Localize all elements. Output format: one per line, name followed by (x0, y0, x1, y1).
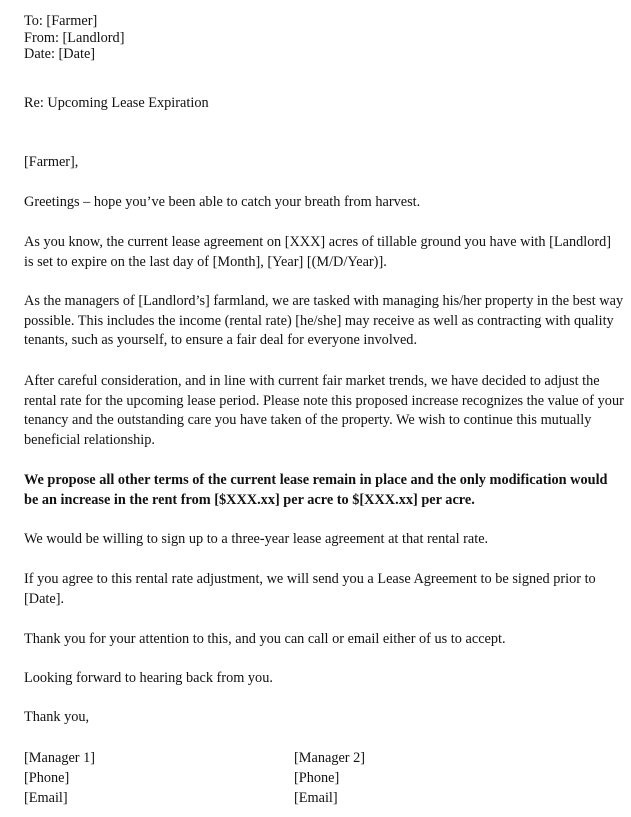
paragraph-proposal: We propose all other terms of the current lease remain in place and the only modification would be an increase in the rent from [$XXX.xx] per acre to $[XXX.xx] per acre. (24, 472, 608, 508)
signature-email: [Email] (294, 790, 338, 806)
from-line: From: [Landlord] (24, 30, 125, 46)
paragraph-lease-expiry: As you know, the current lease agreement on [XXX] acres of tillable ground you have with [Landlord] is set to expire on the last day of [Month], [Year] [(M/D/Year)]. (24, 234, 612, 270)
paragraph-rate-adjustment: After careful consideration, and in line with current fair market trends, we have decided to adjust the rental rate for the upcoming lease period. Please note this proposed increase recognizes the value of your tenancy and the outstanding care you have taken of the property. We wish to continue this mutually beneficial relationship. (24, 373, 624, 448)
paragraph-thanks: Thank you for your attention to this, and you can call or email either of us to accept. (24, 631, 506, 647)
paragraph-three-year: We would be willing to sign up to a three-year lease agreement at that rental rate. (24, 531, 489, 547)
signature-name: [Manager 2] (294, 750, 366, 766)
paragraph-looking-forward: Looking forward to hearing back from you. (24, 670, 273, 686)
signature-email: [Email] (24, 790, 68, 806)
signature-block-2 (294, 748, 365, 808)
paragraph-managers: As the managers of [Landlord’s] farmland, we are tasked with managing his/her property in the best way possible. This includes the income (rental rate) [he/she] may receive as well as contracting with quality tenants, such as yourself, to ensure a fair deal for everyone involved. (24, 293, 624, 349)
closing: Thank you, (24, 709, 90, 725)
salutation: [Farmer], (24, 154, 79, 170)
to-line: To: [Farmer] (24, 13, 98, 29)
subject-line: Re: Upcoming Lease Expiration (24, 95, 209, 111)
signature-phone: [Phone] (24, 770, 70, 786)
paragraph-greeting: Greetings – hope you’ve been able to catch your breath from harvest. (24, 194, 421, 210)
signature-name: [Manager 1] (24, 750, 96, 766)
signature-block-1 (24, 748, 95, 808)
signature-phone: [Phone] (294, 770, 340, 786)
date-line: Date: [Date] (24, 46, 96, 62)
paragraph-agreement: If you agree to this rental rate adjustment, we will send you a Lease Agreement to be signed prior to [Date]. (24, 571, 596, 607)
